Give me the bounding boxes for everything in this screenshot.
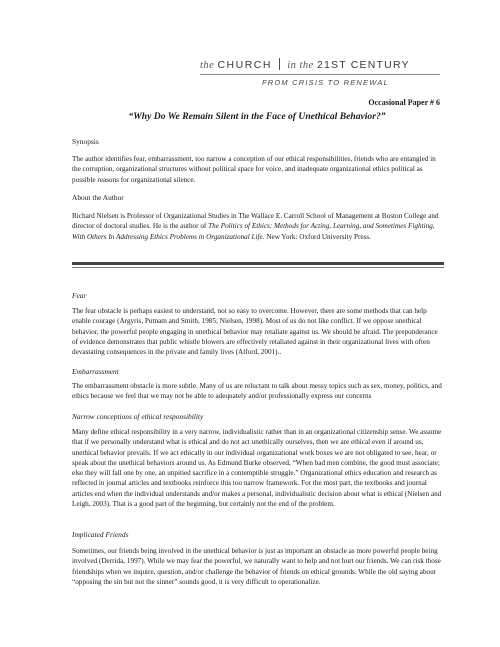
logo-rule — [200, 74, 440, 75]
fear-text: The fear obstacle is perhaps easiest to understand, not so easy to overcome. However, there are some methods that can help enable courage (Argyris, Putnam and Smith, 1985; Nielsen, 1998). Most of us do not like conflict. If we oppose unethical behavior, the powerful people engaging in unethical behavior may retaliate against us. We should be afraid. The preponderance of evidence demonstrates that public whistle blowers are effectively retaliated against in their organizational lives with often devastating consequences in the private and family lives (Alford, 2001).. — [72, 307, 438, 357]
logo-church: CHURCH — [217, 59, 272, 71]
about-author-text-after: . New York: Oxford University Press. — [262, 232, 371, 241]
logo-century: 21ST CENTURY — [316, 59, 410, 71]
fear-heading: Fear — [72, 291, 87, 300]
book-title: The Politics of Ethics: Methods for Acting, Learning, and Sometimes Fighting, With Others In Addressing Ethics Problems in Organizational Life — [72, 222, 435, 241]
embarrassment-heading: Embarrassment — [72, 367, 119, 376]
about-author-heading: About the Author — [72, 193, 124, 202]
section-divider-thin — [72, 267, 444, 268]
logo-tagline: FROM CRISIS TO RENEWAL — [262, 78, 389, 87]
logo-divider — [279, 58, 280, 70]
synopsis-heading: Synopsis — [72, 137, 99, 146]
about-author-text-before: Richard Nielsen is Professor of Organizational Studies in The Wallace E. Carroll School of Management at Boston College and director of doctoral studies. He is the author of — [72, 212, 439, 231]
logo-the: the — [200, 60, 215, 71]
narrow-conceptions-text: Many define ethical responsibility in a very narrow, individualistic rather than in an organizational citizenship sense. We assume that if we personally understand what is ethical and do not act unethically ourselves, then we are ethical even if around us, unethical behavior prevails. If we act ethically in our individual organizational work boxes we are not obligated to see, hear, or speak about the unethical behaviors around us. As Edmund Burke observed, “When bad men combine, the good must associate; else they will fall one by one, an unpitied sacrifice in a contemptible struggle.” Organizational ethics education and research as reflected in journal articles and textbooks reinforce this too narrow framework. For the most part, the textbooks and journal articles end when the individual understands and/or makes a personal, individualistic decision about what is ethical (Nielsen and Leigh, 2003). That is a good part of the beginning, but certainly not the end of the problem. — [72, 428, 442, 509]
implicated-friends-heading: Implicated Friends — [72, 530, 129, 539]
narrow-conceptions-heading: Narrow conceptions of ethical responsibility — [72, 412, 204, 421]
implicated-friends-text: Sometimes, our friends being involved in the unethical behavior is just as important an obstacle as more powerful people being involved (Derrida, 1997). While we may fear the powerful, we naturally want to help and not hurt our friends. We can risk those friendships when we inquire, question, and/or challenge the behavior of friends on ethical grounds. While the old saying about “opposing the sin but not the sinner” sounds good, it is very difficult to operationalize. — [72, 547, 441, 586]
logo-in-the: in the — [287, 60, 314, 71]
about-author-text — [72, 211, 444, 242]
logo-top-line — [200, 58, 410, 72]
church-21st-century-logo — [200, 58, 440, 92]
embarrassment-text: The embarrassment obstacle is more subtle. Many of us are reluctant to talk about messy topics such as sex, money, politics, and ethics because we feel that we may not be able to adequately and/or professionally express our concerns — [72, 382, 442, 401]
paper-number: Occasional Paper # 6 — [368, 98, 440, 107]
synopsis-text: The author identifies fear, embarrassment, too narrow a conception of our ethical responsibilities, friends who are entangled in the corruption, organizational structures without political space for voice, and inadequate organizational ethics political as possible reasons for organizational silence. — [72, 155, 436, 184]
section-divider-thick — [72, 262, 444, 265]
document-title: “Why Do We Remain Silent in the Face of Unethical Behavior?” — [128, 111, 386, 122]
